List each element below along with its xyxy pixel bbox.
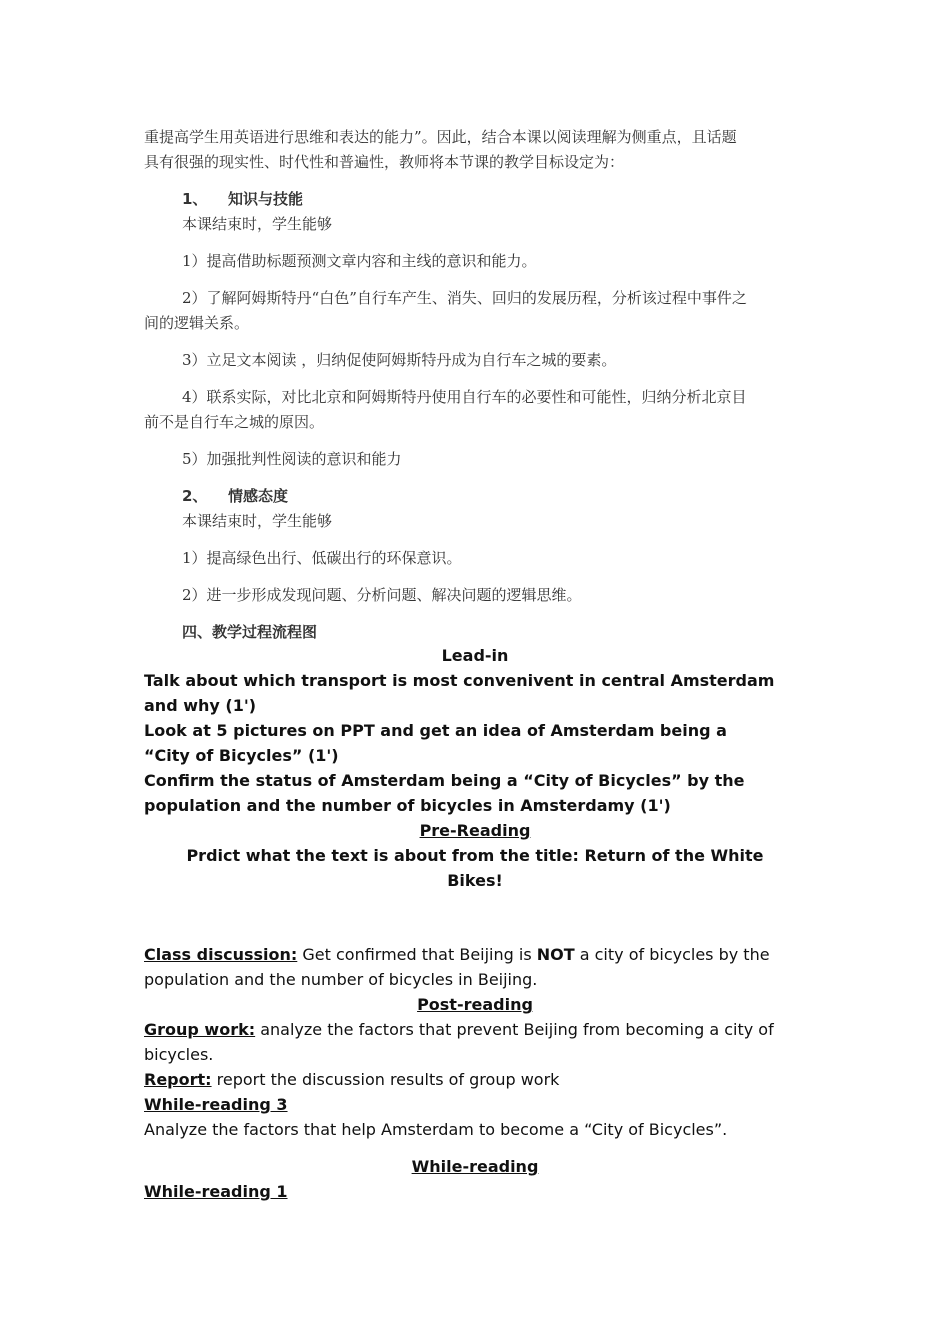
class-discussion-text-b: a city of bicycles by the: [574, 945, 770, 964]
group-work-text: analyze the factors that prevent Beijing from becoming a city of: [255, 1020, 774, 1039]
while-reading-heading: While-reading: [411, 1157, 539, 1176]
section1-item-4-line-2: 前不是自行车之城的原因。: [144, 413, 325, 431]
leadin-heading: Lead-in: [441, 646, 509, 665]
report-line: [144, 1067, 559, 1092]
while-reading-3-heading: While-reading 3: [144, 1095, 288, 1114]
section2-lead: 本课结束时，学生能够: [182, 512, 333, 530]
section1-heading: [182, 187, 303, 211]
section2-heading: [182, 484, 288, 508]
report-text: report the discussion results of group work: [211, 1070, 560, 1089]
section1-lead: 本课结束时，学生能够: [182, 215, 333, 233]
section1-item-1: 1）提高借助标题预测文章内容和主线的意识和能力。: [182, 252, 537, 270]
section1-item-2-line-2: 间的逻辑关系。: [144, 314, 250, 332]
group-work-label: Group work:: [144, 1020, 256, 1039]
class-discussion-not: NOT: [536, 945, 575, 964]
postreading-heading: Post-reading: [417, 995, 533, 1014]
leadin-line-1: Talk about which transport is most convenivent in central Amsterdam: [144, 671, 775, 690]
class-discussion-text-a: Get confirmed that Beijing is: [297, 945, 537, 964]
class-discussion-label: Class discussion:: [144, 945, 298, 964]
section1-item-5: 5）加强批判性阅读的意识和能力: [182, 450, 402, 468]
section1-number: 1、: [182, 190, 208, 208]
prereading-line-2: Bikes!: [447, 871, 503, 890]
intro-line-1: 重提高学生用英语进行思维和表达的能力”。因此，结合本课以阅读理解为侧重点，且话题: [144, 128, 737, 146]
section2-item-2: 2）进一步形成发现问题、分析问题、解决问题的逻辑思维。: [182, 586, 582, 604]
leadin-line-5: Confirm the status of Amsterdam being a “City of Bicycles” by the: [144, 771, 745, 790]
leadin-line-6: population and the number of bicycles in Amsterdamy (1'): [144, 796, 671, 815]
report-label: Report:: [144, 1070, 212, 1089]
section4-title: 四、教学过程流程图: [182, 623, 318, 641]
leadin-line-4: “City of Bicycles” (1'): [144, 746, 339, 765]
section1-item-3: 3）立足文本阅读 ，归纳促使阿姆斯特丹成为自行车之城的要素。: [182, 351, 617, 369]
section2-number: 2、: [182, 487, 208, 505]
leadin-line-2: and why (1'): [144, 696, 257, 715]
class-discussion-line-2: population and the number of bicycles in Beijing.: [144, 970, 538, 989]
section2-title: 情感态度: [228, 487, 289, 505]
group-work-line-1: [144, 1017, 774, 1042]
leadin-line-3: Look at 5 pictures on PPT and get an idea of Amsterdam being a: [144, 721, 727, 740]
prereading-heading: Pre-Reading: [419, 821, 531, 840]
while-reading-1-heading: While-reading 1: [144, 1182, 288, 1201]
while-reading-3-text: Analyze the factors that help Amsterdam to become a “City of Bicycles”.: [144, 1120, 728, 1139]
section2-item-1: 1）提高绿色出行、低碳出行的环保意识。: [182, 549, 462, 567]
prereading-line-1: Prdict what the text is about from the title: Return of the White: [186, 846, 764, 865]
section1-item-4-line-1: 4）联系实际，对比北京和阿姆斯特丹使用自行车的必要性和可能性，归纳分析北京目: [182, 388, 747, 406]
group-work-line-2: bicycles.: [144, 1045, 214, 1064]
section1-title: 知识与技能: [228, 190, 304, 208]
section1-item-2-line-1: 2）了解阿姆斯特丹“白色”自行车产生、消失、回归的发展历程，分析该过程中事件之: [182, 289, 747, 307]
intro-line-2: 具有很强的现实性、时代性和普遍性，教师将本节课的教学目标设定为：: [144, 153, 625, 171]
class-discussion-line-1: [144, 942, 770, 967]
